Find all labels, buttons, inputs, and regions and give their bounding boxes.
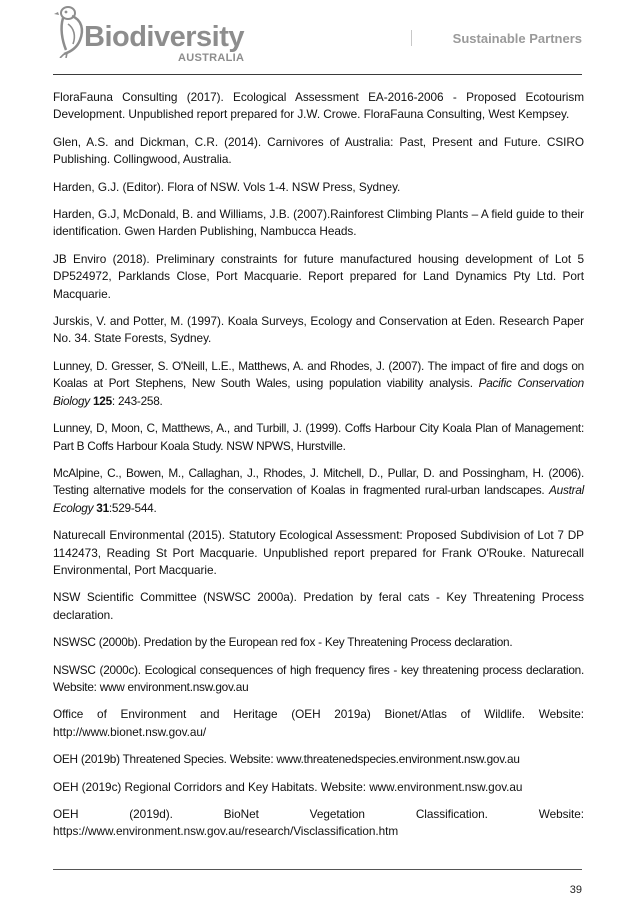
reference-text: McAlpine, C., Bowen, M., Callaghan, J., Rhodes, J. Mitchell, D., Pullar, D. and Possingham, H. (2006). Testing alternative models for the conservation of Koalas in fragmented rural-urban landscapes. [53,465,584,498]
reference-line: OEH (2019d). BioNet Vegetation Classification. Website: [53,807,584,821]
reference-text: Lunney, D. Gresser, S. O'Neill, L.E., Matthews, A. and Rhodes, J. (2007). The impact of fire and dogs on Koalas at Port Stephens, New South Wales, using population viability analysis. [53,358,584,391]
reference-url: https://www.environment.nsw.gov.au/research/Visclassification.htm [53,824,399,839]
page-header [0,0,636,76]
reference-item: OEH (2019c) Regional Corridors and Key Habitats. Website: www.environment.nsw.gov.au [53,779,523,794]
header-divider [411,30,412,46]
reference-item: Lunney, D, Moon, C, Matthews, A., and Turbill, J. (1999). Coffs Harbour City Koala Plan of Management: Part B Coffs Harbour Koala Study. NSW NPWS, Hurstville. [53,421,584,453]
logo-wordmark: Biodiversity [84,21,244,53]
reference-item: OEH (2019b) Threatened Species. Website: www.threatenedspecies.environment.nsw.gov.au [53,752,520,767]
reference-item: Glen, A.S. and Dickman, C.R. (2014). Carnivores of Australia: Past, Present and Future. CSIRO Publishing. Collingwood, Australia. [53,134,584,167]
footer-rule [53,869,582,870]
bird-logo-icon [54,2,88,58]
journal-title: Pacific Conservation Biology [53,376,584,408]
journal-volume: 125 [92,393,112,408]
reference-item: Naturecall Environmental (2015). Statutory Ecological Assessment: Proposed Subdivision of Lot 7 DP 1142473, Reading St Port Macquarie. Unpublished report prepared for Frank O'Rouke. Naturecall Environmental, Port Macquarie. [53,528,584,577]
header-rule [53,74,582,75]
reference-list [53,89,584,851]
header-title: Sustainable Partners [452,31,582,46]
journal-pages: :529-544. [108,500,157,515]
reference-item [53,465,584,517]
reference-item: NSWSC (2000c). Ecological consequences of high frequency fires - key threatening process declaration. Website: www environment.nsw.gov.au [53,662,584,694]
reference-item: Harden, G.J. (Editor). Flora of NSW. Vols 1-4. NSW Press, Sydney. [53,179,401,194]
page-number: 39 [569,884,582,896]
biodiversity-australia-logo [54,2,254,66]
journal-title: Austral Ecology [53,483,584,515]
reference-item [53,806,584,841]
reference-item: NSWSC (2000b). Predation by the European red fox - Key Threatening Process declaration. [53,635,513,650]
logo-subtitle: AUSTRALIA [178,52,245,64]
journal-pages: : 243-258. [111,393,163,408]
reference-item: JB Enviro (2018). Preliminary constraints for future manufactured housing development of Lot 5 DP524972, Parklands Close, Port Macquarie. Report prepared for Land Dynamics Pty Ltd. Port Macquarie. [53,251,584,301]
reference-item: NSW Scientific Committee (NSWSC 2000a). Predation by feral cats - Key Threatening Process declaration. [53,590,584,622]
reference-item: Harden, G.J, McDonald, B. and Williams, J.B. (2007).Rainforest Climbing Plants – A field guide to their identification. Gwen Harden Publishing, Nambucca Heads. [53,207,584,239]
journal-volume: 31 [96,500,109,515]
reference-item [53,358,584,410]
reference-item: Office of Environment and Heritage (OEH 2019a) Bionet/Atlas of Wildlife. Website: http://www.bionet.nsw.gov.au/ [53,707,584,739]
reference-item: Jurskis, V. and Potter, M. (1997). Koala Surveys, Ecology and Conservation at Eden. Research Paper No. 34. State Forests, Sydney. [53,314,584,346]
reference-item: FloraFauna Consulting (2017). Ecological Assessment EA-2016-2006 - Proposed Ecotourism Development. Unpublished report prepared for J.W. Crowe. FloraFauna Consulting, West Kempsey. [53,90,584,122]
